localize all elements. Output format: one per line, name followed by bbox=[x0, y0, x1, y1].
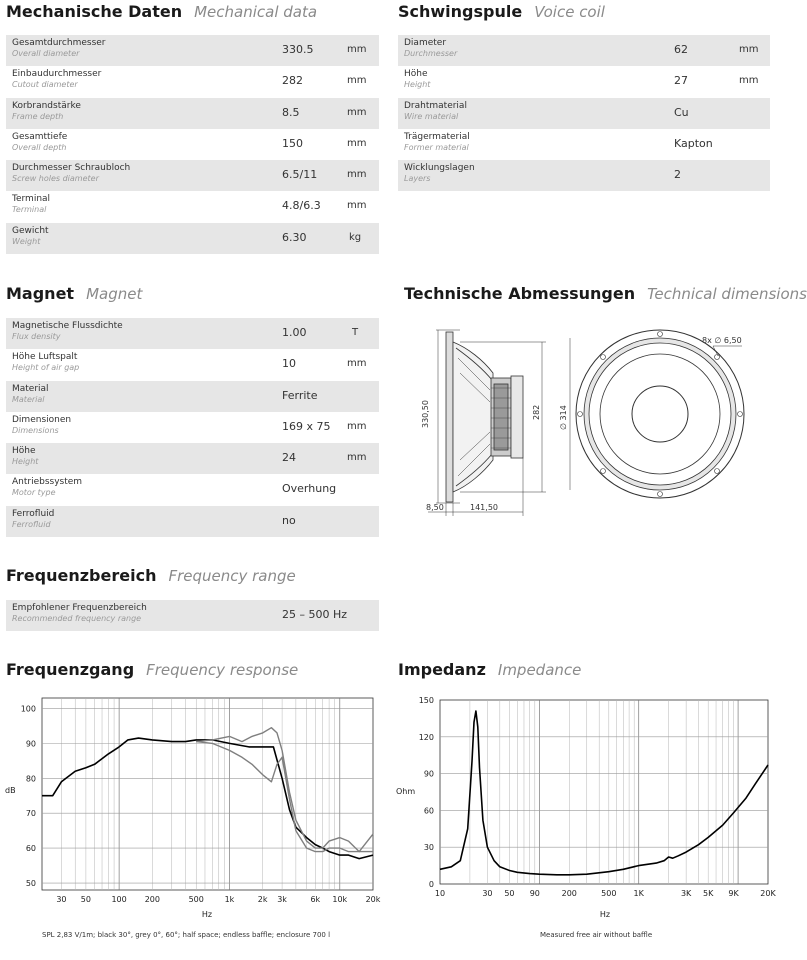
row-label-en: Former material bbox=[404, 142, 469, 152]
table-row bbox=[6, 35, 379, 66]
fr-x-axis-label: Hz bbox=[201, 910, 213, 919]
row-value: 4.8/6.3 bbox=[282, 199, 321, 213]
row-value: 169 x 75 bbox=[282, 419, 331, 433]
table-row bbox=[398, 98, 770, 129]
mechanical-title-en: Mechanical data bbox=[194, 3, 318, 21]
row-unit: mm bbox=[347, 44, 367, 55]
row-label-en: Height bbox=[12, 457, 39, 467]
magnet-title-de: Magnet bbox=[6, 284, 75, 303]
row-label: Einbaudurchmesser bbox=[12, 69, 102, 80]
row-label-en: Cutout diameter bbox=[12, 80, 78, 90]
y-tick-label: 60 bbox=[423, 806, 434, 816]
x-tick-label: 2k bbox=[257, 895, 268, 904]
row-label-en: Height of air gap bbox=[12, 363, 80, 373]
fr-grid bbox=[42, 698, 373, 890]
x-tick-label: 10 bbox=[434, 889, 446, 898]
row-label: Diameter bbox=[404, 38, 447, 48]
y-tick-label: 120 bbox=[418, 732, 434, 742]
row-value: Overhung bbox=[282, 482, 337, 496]
row-label-en: Wire material bbox=[404, 111, 459, 121]
technical-drawing bbox=[398, 318, 770, 528]
table-row bbox=[6, 98, 379, 129]
series-line-2 bbox=[196, 742, 373, 852]
freq-response-title-de: Frequenzgang bbox=[6, 660, 135, 679]
row-label-en: Durchmesser bbox=[404, 49, 458, 58]
table-row bbox=[398, 160, 770, 191]
mechanical-title-de: Mechanische Daten bbox=[6, 2, 183, 21]
row-label: Material bbox=[12, 383, 49, 394]
row-label: Gewicht bbox=[12, 225, 49, 236]
row-label-en: Recommended frequency range bbox=[12, 614, 142, 623]
table-row bbox=[6, 349, 379, 380]
x-tick-label: 9K bbox=[728, 889, 739, 898]
table-row bbox=[6, 223, 379, 254]
freq-range-title-en: Frequency range bbox=[168, 567, 296, 585]
row-label: Höhe bbox=[12, 446, 36, 457]
row-label-en: Dimensions bbox=[12, 425, 59, 435]
row-label-en: Height bbox=[404, 80, 431, 90]
row-unit: mm bbox=[347, 420, 367, 432]
x-tick-label: 10k bbox=[332, 895, 348, 904]
mechanical-title bbox=[6, 2, 317, 21]
x-tick-label: 1K bbox=[633, 889, 644, 898]
x-tick-label: 200 bbox=[561, 889, 577, 898]
table-row bbox=[6, 318, 379, 349]
row-unit: kg bbox=[349, 231, 362, 243]
voice-coil-title bbox=[398, 2, 605, 21]
row-label: Gesamtdurchmesser bbox=[12, 38, 106, 48]
imp-y-axis-label: Ohm bbox=[396, 787, 416, 796]
row-label-en: Weight bbox=[12, 236, 41, 246]
voice-coil-table bbox=[398, 35, 770, 191]
table-row bbox=[6, 600, 379, 631]
table-row bbox=[6, 191, 379, 222]
voice-coil-title-de: Schwingspule bbox=[398, 2, 523, 21]
y-tick-label: 90 bbox=[25, 739, 36, 749]
freq-range-title-de: Frequenzbereich bbox=[6, 566, 157, 585]
row-label-en: Layers bbox=[404, 174, 431, 184]
tech-dimensions-title-en: Technical dimensions bbox=[647, 285, 807, 303]
table-row bbox=[6, 160, 379, 191]
x-tick-label: 500 bbox=[188, 895, 204, 904]
x-tick-label: 90 bbox=[529, 889, 540, 898]
series-line-0 bbox=[42, 738, 373, 859]
table-row bbox=[6, 381, 379, 412]
x-tick-label: 3K bbox=[680, 889, 692, 898]
row-label: Korbrandstärke bbox=[12, 100, 81, 111]
y-tick-label: 100 bbox=[20, 704, 36, 714]
row-value: 62 bbox=[674, 43, 688, 56]
table-row bbox=[398, 35, 770, 66]
y-tick-label: 150 bbox=[418, 696, 434, 705]
impedance-title-en: Impedance bbox=[497, 661, 582, 679]
row-label: Höhe bbox=[404, 69, 428, 80]
row-value: 150 bbox=[282, 136, 303, 150]
row-label: Terminal bbox=[12, 194, 51, 205]
row-label: Durchmesser Schraubloch bbox=[12, 163, 131, 174]
table-row bbox=[398, 66, 770, 97]
row-unit: mm bbox=[739, 75, 759, 87]
dim-frame-depth: 8,50 bbox=[426, 503, 444, 512]
row-value: 1.00 bbox=[282, 326, 307, 339]
row-value: Cu bbox=[674, 105, 689, 119]
row-value: 6.30 bbox=[282, 230, 307, 244]
row-label-en: Overall diameter bbox=[12, 49, 80, 58]
row-value: Ferrite bbox=[282, 388, 318, 402]
dim-baffle: ∅ 314 bbox=[559, 405, 568, 430]
row-unit: mm bbox=[347, 137, 367, 149]
row-label-en: Overall depth bbox=[12, 142, 67, 152]
impedance-title-de: Impedanz bbox=[398, 660, 486, 679]
impedance-chart bbox=[390, 690, 776, 925]
row-label-en: Flux density bbox=[12, 332, 61, 341]
row-unit: mm bbox=[347, 106, 367, 118]
plot-frame bbox=[42, 698, 373, 890]
x-tick-label: 50 bbox=[80, 895, 91, 904]
table-row bbox=[398, 129, 770, 160]
x-tick-label: 1k bbox=[224, 895, 235, 904]
x-tick-label: 5K bbox=[703, 889, 714, 898]
row-label-en: Ferrofluid bbox=[12, 519, 51, 529]
row-value: 27 bbox=[674, 74, 688, 88]
freq-response-title bbox=[6, 660, 298, 679]
freq-range-table bbox=[6, 600, 379, 631]
imp-series bbox=[440, 711, 768, 875]
row-label: Trägermaterial bbox=[404, 131, 470, 142]
row-label-en: Frame depth bbox=[12, 111, 64, 121]
row-label: Ferrofluid bbox=[12, 508, 55, 519]
row-label-en: Material bbox=[12, 394, 45, 404]
magnet-title-en: Magnet bbox=[86, 285, 143, 303]
x-tick-label: 3k bbox=[277, 895, 287, 904]
table-row bbox=[6, 506, 379, 537]
row-label: Empfohlener Frequenzbereich bbox=[12, 603, 147, 613]
fr-y-axis-label: dB bbox=[5, 786, 16, 795]
imp-x-axis-label: Hz bbox=[599, 910, 611, 919]
x-tick-label: 200 bbox=[144, 895, 160, 904]
row-value: 282 bbox=[282, 74, 303, 88]
x-tick-label: 20K bbox=[760, 889, 776, 898]
row-value: no bbox=[282, 513, 296, 527]
voice-coil-title-en: Voice coil bbox=[534, 3, 605, 21]
row-value: 2 bbox=[674, 168, 681, 182]
row-label: Drahtmaterial bbox=[404, 100, 467, 111]
row-unit: mm bbox=[347, 200, 367, 212]
fr-ticks bbox=[21, 704, 381, 904]
table-row bbox=[6, 474, 379, 505]
plot-frame bbox=[440, 700, 768, 884]
table-row bbox=[6, 443, 379, 474]
row-label: Höhe Luftspalt bbox=[12, 352, 78, 363]
tech-dimensions-title-de: Technische Abmessungen bbox=[404, 284, 636, 303]
magnet-title bbox=[6, 284, 142, 303]
row-value: 8.5 bbox=[282, 105, 300, 119]
side-view bbox=[436, 330, 523, 503]
imp-grid bbox=[440, 700, 768, 884]
table-row bbox=[6, 66, 379, 97]
impedance-title bbox=[398, 660, 581, 679]
row-value: 25 – 500 Hz bbox=[282, 608, 348, 621]
tech-dimensions-title bbox=[404, 284, 807, 303]
row-label: Antriebssystem bbox=[12, 477, 83, 488]
row-unit: mm bbox=[347, 358, 367, 370]
row-unit: mm bbox=[347, 169, 367, 181]
dim-overall-diameter: 330,50 bbox=[421, 400, 430, 428]
x-tick-label: 30 bbox=[56, 895, 67, 904]
mechanical-table bbox=[6, 35, 379, 254]
y-tick-label: 30 bbox=[423, 843, 434, 853]
x-tick-label: 500 bbox=[601, 889, 617, 898]
dim-cutout-diameter: 282 bbox=[532, 404, 541, 420]
row-label: Dimensionen bbox=[12, 414, 72, 425]
dim-holes: 8x ∅ 6,50 bbox=[702, 336, 742, 345]
table-row bbox=[6, 129, 379, 160]
row-value: 6.5/11 bbox=[282, 168, 318, 182]
x-tick-label: 50 bbox=[504, 889, 515, 898]
row-label-en: Screw holes diameter bbox=[12, 174, 99, 184]
y-tick-label: 0 bbox=[428, 880, 434, 889]
y-tick-label: 80 bbox=[25, 774, 36, 784]
row-unit: mm bbox=[347, 75, 367, 87]
fr-series bbox=[42, 728, 373, 859]
magnet-table bbox=[6, 318, 379, 537]
imp-caption: Measured free air without baffle bbox=[540, 931, 653, 939]
frequency-response-chart bbox=[0, 690, 380, 925]
freq-response-title-en: Frequency response bbox=[146, 661, 299, 679]
fr-caption: SPL 2,83 V/1m; black 30°, grey 0°, 60°; half space; endless baffle; enclosure 700 l bbox=[42, 931, 331, 939]
row-value: 10 bbox=[282, 357, 296, 371]
row-value: Kapton bbox=[674, 136, 713, 150]
y-tick-label: 90 bbox=[423, 769, 434, 779]
dim-overall-depth: 141,50 bbox=[470, 503, 498, 512]
row-unit: T bbox=[352, 327, 359, 338]
row-label-en: Terminal bbox=[12, 205, 47, 215]
series-line-0 bbox=[440, 711, 768, 875]
row-value: 330.5 bbox=[282, 43, 314, 56]
y-tick-label: 50 bbox=[25, 879, 36, 889]
x-tick-label: 30 bbox=[482, 889, 493, 898]
y-tick-label: 70 bbox=[25, 809, 36, 819]
x-tick-label: 6k bbox=[310, 895, 321, 904]
front-view bbox=[570, 330, 744, 498]
table-row bbox=[6, 412, 379, 443]
row-label: Magnetische Flussdichte bbox=[12, 321, 123, 331]
row-label: Wicklungslagen bbox=[404, 163, 475, 174]
x-tick-label: 20k bbox=[365, 895, 381, 904]
row-value: 24 bbox=[282, 451, 296, 465]
freq-range-title bbox=[6, 566, 296, 585]
row-unit: mm bbox=[347, 452, 367, 464]
row-label-en: Motor type bbox=[12, 488, 56, 498]
x-tick-label: 100 bbox=[111, 895, 127, 904]
y-tick-label: 60 bbox=[25, 844, 36, 854]
row-label: Gesamttiefe bbox=[12, 131, 68, 142]
row-unit: mm bbox=[739, 44, 759, 55]
